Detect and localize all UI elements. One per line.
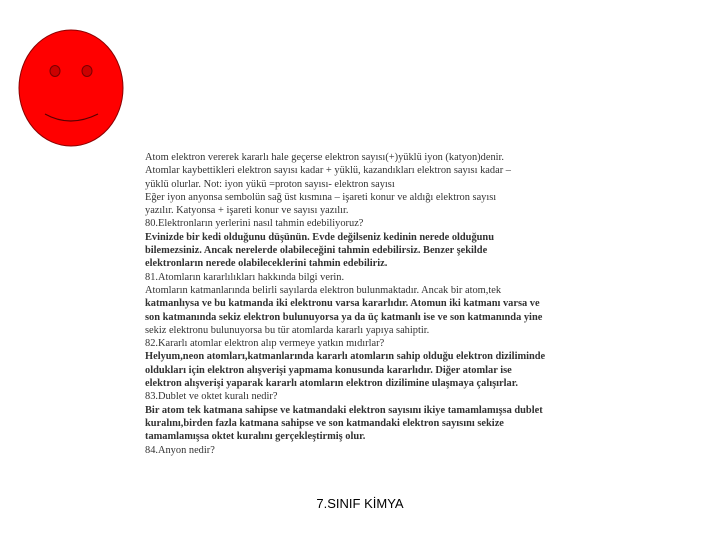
text-line: yüklü olurlar. Not: iyon yükü =proton sayısı- elektron sayısı <box>145 178 395 190</box>
text-line: sekiz elektronu bulunuyorsa bu tür atomlarda kararlı yapıya sahiptir. <box>145 324 430 336</box>
text-line: katmanlıysa ve bu katmanda iki elektronu varsa kararlıdır. Atomun iki katmanı varsa ve <box>145 298 540 310</box>
footer-title: 7.SINIF KİMYA <box>316 496 404 511</box>
text-line: elektron alışverişi yaparak kararlı atomların elektron dizilimine ulaşmaya çalışırlar. <box>145 378 518 390</box>
text-line: kuralını,birden fazla katmana sahipse ve son katmandaki elektron sayısını sekize <box>145 417 504 429</box>
right-eye <box>82 66 92 77</box>
text-line: Helyum,neon atomları,katmanlarında kararlı atomların sahip olduğu elektron diziliminde <box>145 351 546 363</box>
left-eye <box>50 66 60 77</box>
text-line: 83.Dublet ve oktet kuralı nedir? <box>145 391 278 403</box>
text-line: bilemezsiniz. Ancak nerelerde olabileceğini tahmin edebilirsiz. Benzer şekilde <box>145 245 488 257</box>
text-line: Atomlar kaybettikleri elektron sayısı kadar + yüklü, kazandıkları elektron sayısı kadar – <box>145 165 511 177</box>
smiley-face-icon <box>0 0 140 160</box>
text-line: 82.Kararlı atomlar elektron alıp vermeye yatkın mıdırlar? <box>145 338 385 350</box>
text-line: 81.Atomların kararlılıkları hakkında bilgi verin. <box>145 271 345 283</box>
face-circle <box>19 30 123 146</box>
text-line: Bir atom tek katmana sahipse ve katmandaki elektron sayısını ikiye tamamlamışsa dublet <box>145 404 543 416</box>
text-line: Evinizde bir kedi olduğunu düşünün. Evde değilseniz kedinin nerede olduğunu <box>145 231 494 243</box>
text-line: Eğer iyon anyonsa sembolün sağ üst kısmına – işareti konur ve aldığı elektron sayısı <box>145 191 497 203</box>
document-text <box>145 151 585 457</box>
text-line: yazılır. Katyonsa + işareti konur ve sayısı yazılır. <box>145 205 349 217</box>
text-line: tamamlamışsa oktet kuralını gerçekleştirmiş olur. <box>145 431 366 443</box>
text-line: oldukları için elektron alışverişi yapmama konusunda kararlıdır. Diğer atomlar ise <box>145 364 512 376</box>
text-line: son katmanında sekiz elektron bulunuyorsa ya da üç katmanlı ise ve son katmanında yine <box>145 311 543 323</box>
text-line: Atomların katmanlarında belirli sayılarda elektron bulunmaktadır. Ancak bir atom,tek <box>145 284 502 296</box>
text-line: Atom elektron vererek kararlı hale geçerse elektron sayısı(+)yüklü iyon (katyon)denir. <box>145 152 505 163</box>
text-line: 80.Elektronların yerlerini nasıl tahmin edebiliyoruz? <box>145 218 364 230</box>
text-line: elektronların nerede olabileceklerini tahmin edebiliriz. <box>145 258 388 270</box>
text-line: 84.Anyon nedir? <box>145 444 215 456</box>
